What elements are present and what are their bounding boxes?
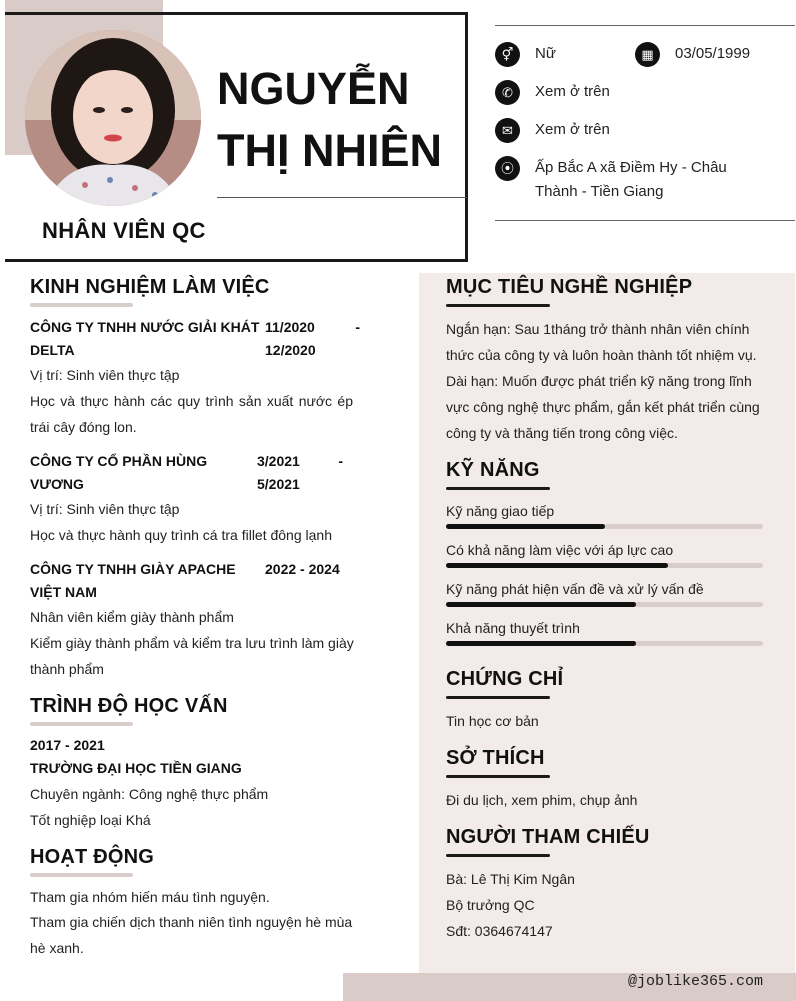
- location-icon: ⦿: [495, 156, 520, 181]
- job-role: NHÂN VIÊN QC: [42, 218, 206, 243]
- job-2-description: Học và thực hành quy trình cá tra fillet đông lạnh: [30, 527, 332, 543]
- references-underline: [446, 854, 550, 857]
- job-3-period: 2022 - 2024: [265, 561, 340, 577]
- job-3-company: CÔNG TY TNHH GIÀY APACHE VIỆT NAM: [30, 561, 236, 600]
- skill-1-label: Kỹ năng giao tiếp: [446, 503, 555, 519]
- education-grade: Tốt nghiệp loại Khá: [30, 812, 151, 828]
- avatar: [25, 30, 201, 206]
- phone-icon: ✆: [495, 80, 520, 105]
- activity-item-2: Tham gia chiến dịch thanh niên tình nguyện hè mùa hè xanh.: [30, 914, 353, 956]
- objective-underline: [446, 304, 550, 307]
- skill-4-track: [446, 641, 763, 646]
- skill-4-label: Khả năng thuyết trình: [446, 620, 580, 636]
- job-3-header: [30, 558, 360, 604]
- calendar-icon: ▦: [635, 42, 660, 67]
- name-line-1: NGUYỄN: [217, 63, 410, 114]
- education-period: 2017 - 2021: [30, 737, 105, 753]
- education-title: TRÌNH ĐỘ HỌC VẤN: [30, 695, 228, 717]
- job-2-period: 3/2021 - 5/2021: [257, 453, 343, 492]
- experience-title: KINH NGHIỆM LÀM VIỆC: [30, 276, 270, 298]
- name-divider: [217, 197, 467, 198]
- activities-title: HOẠT ĐỘNG: [30, 846, 155, 868]
- job-1-period: 11/2020 - 12/2020: [265, 319, 360, 358]
- contact-dob: [635, 42, 750, 67]
- objective-title: MỤC TIÊU NGHỀ NGHIỆP: [446, 276, 693, 298]
- skills-title: KỸ NĂNG: [446, 459, 540, 481]
- job-1-position: Vị trí: Sinh viên thực tập: [30, 367, 180, 383]
- phone-text: Xem ở trên: [535, 83, 610, 100]
- job-1-header: [30, 316, 360, 362]
- avatar-portrait: [25, 30, 201, 206]
- job-1-description: Học và thực hành các quy trình sản xuất nước ép trái cây đóng lon.: [30, 393, 353, 435]
- activity-item-1: Tham gia nhóm hiến máu tình nguyện.: [30, 889, 270, 905]
- skill-1-track: [446, 524, 763, 529]
- watermark: @joblike365.com: [628, 973, 764, 990]
- full-name: [217, 58, 457, 182]
- job-3-description: Kiểm giày thành phẩm và kiểm tra lưu trình làm giày thành phẩm: [30, 635, 354, 677]
- job-1-company: CÔNG TY TNHH NƯỚC GIẢI KHÁT DELTA: [30, 319, 260, 358]
- certificate-item: Tin học cơ bản: [446, 713, 539, 729]
- hobby-item: Đi du lịch, xem phim, chụp ảnh: [446, 792, 638, 808]
- dob-text: 03/05/1999: [675, 45, 751, 62]
- reference-phone: Sđt: 0364674147: [446, 923, 553, 939]
- job-2-company: CÔNG TY CỔ PHẦN HÙNG VƯƠNG: [30, 453, 208, 492]
- job-2-header: [30, 450, 350, 496]
- name-line-2: THỊ NHIÊN: [217, 125, 442, 176]
- contact-email: [495, 118, 610, 143]
- skill-2-label: Có khả năng làm việc với áp lực cao: [446, 542, 674, 558]
- contact-address: [495, 156, 775, 204]
- hobbies-title: SỞ THÍCH: [446, 747, 545, 769]
- skill-3-fill: [446, 602, 636, 607]
- experience-underline: [30, 303, 133, 307]
- skill-3-label: Kỹ năng phát hiện vấn đề và xử lý vấn đề: [446, 581, 704, 597]
- reference-position: Bộ trưởng QC: [446, 897, 535, 913]
- hobbies-underline: [446, 775, 550, 778]
- activities-underline: [30, 873, 133, 877]
- gender-text: Nữ: [535, 45, 556, 62]
- gender-icon: ⚥: [495, 42, 520, 67]
- skill-4-fill: [446, 641, 636, 646]
- job-2-position: Vị trí: Sinh viên thực tập: [30, 501, 180, 517]
- job-3-position: Nhân viên kiểm giày thành phẩm: [30, 609, 234, 625]
- references-title: NGƯỜI THAM CHIẾU: [446, 826, 650, 848]
- address-text: Ấp Bắc A xã Điềm Hy - Châu Thành - Tiền Giang: [535, 159, 727, 200]
- mail-icon: ✉: [495, 118, 520, 143]
- reference-name: Bà: Lê Thị Kim Ngân: [446, 871, 575, 887]
- skill-2-track: [446, 563, 763, 568]
- contact-divider-top: [495, 25, 795, 26]
- certificates-underline: [446, 696, 550, 699]
- objective-long-term: Dài hạn: Muốn được phát triển kỹ năng trong lĩnh vực công nghệ thực phẩm, gắn kết phát triển cùng công ty và thăng tiến trong công việc.: [446, 373, 760, 441]
- skill-2-fill: [446, 563, 668, 568]
- objective-short-term: Ngắn hạn: Sau 1tháng trở thành nhân viên chính thức của công ty và luôn hoàn thành tốt nhiệm vụ.: [446, 321, 757, 363]
- email-text: Xem ở trên: [535, 121, 610, 138]
- education-underline: [30, 722, 133, 726]
- certificates-title: CHỨNG CHỈ: [446, 668, 564, 690]
- skill-3-track: [446, 602, 763, 607]
- contact-gender: [495, 42, 556, 67]
- skills-underline: [446, 487, 550, 490]
- contact-phone: [495, 80, 610, 105]
- contact-divider-bottom: [495, 220, 795, 221]
- education-school: TRƯỜNG ĐẠI HỌC TIỀN GIANG: [30, 760, 242, 776]
- education-major: Chuyên ngành: Công nghệ thực phẩm: [30, 786, 269, 802]
- skill-1-fill: [446, 524, 605, 529]
